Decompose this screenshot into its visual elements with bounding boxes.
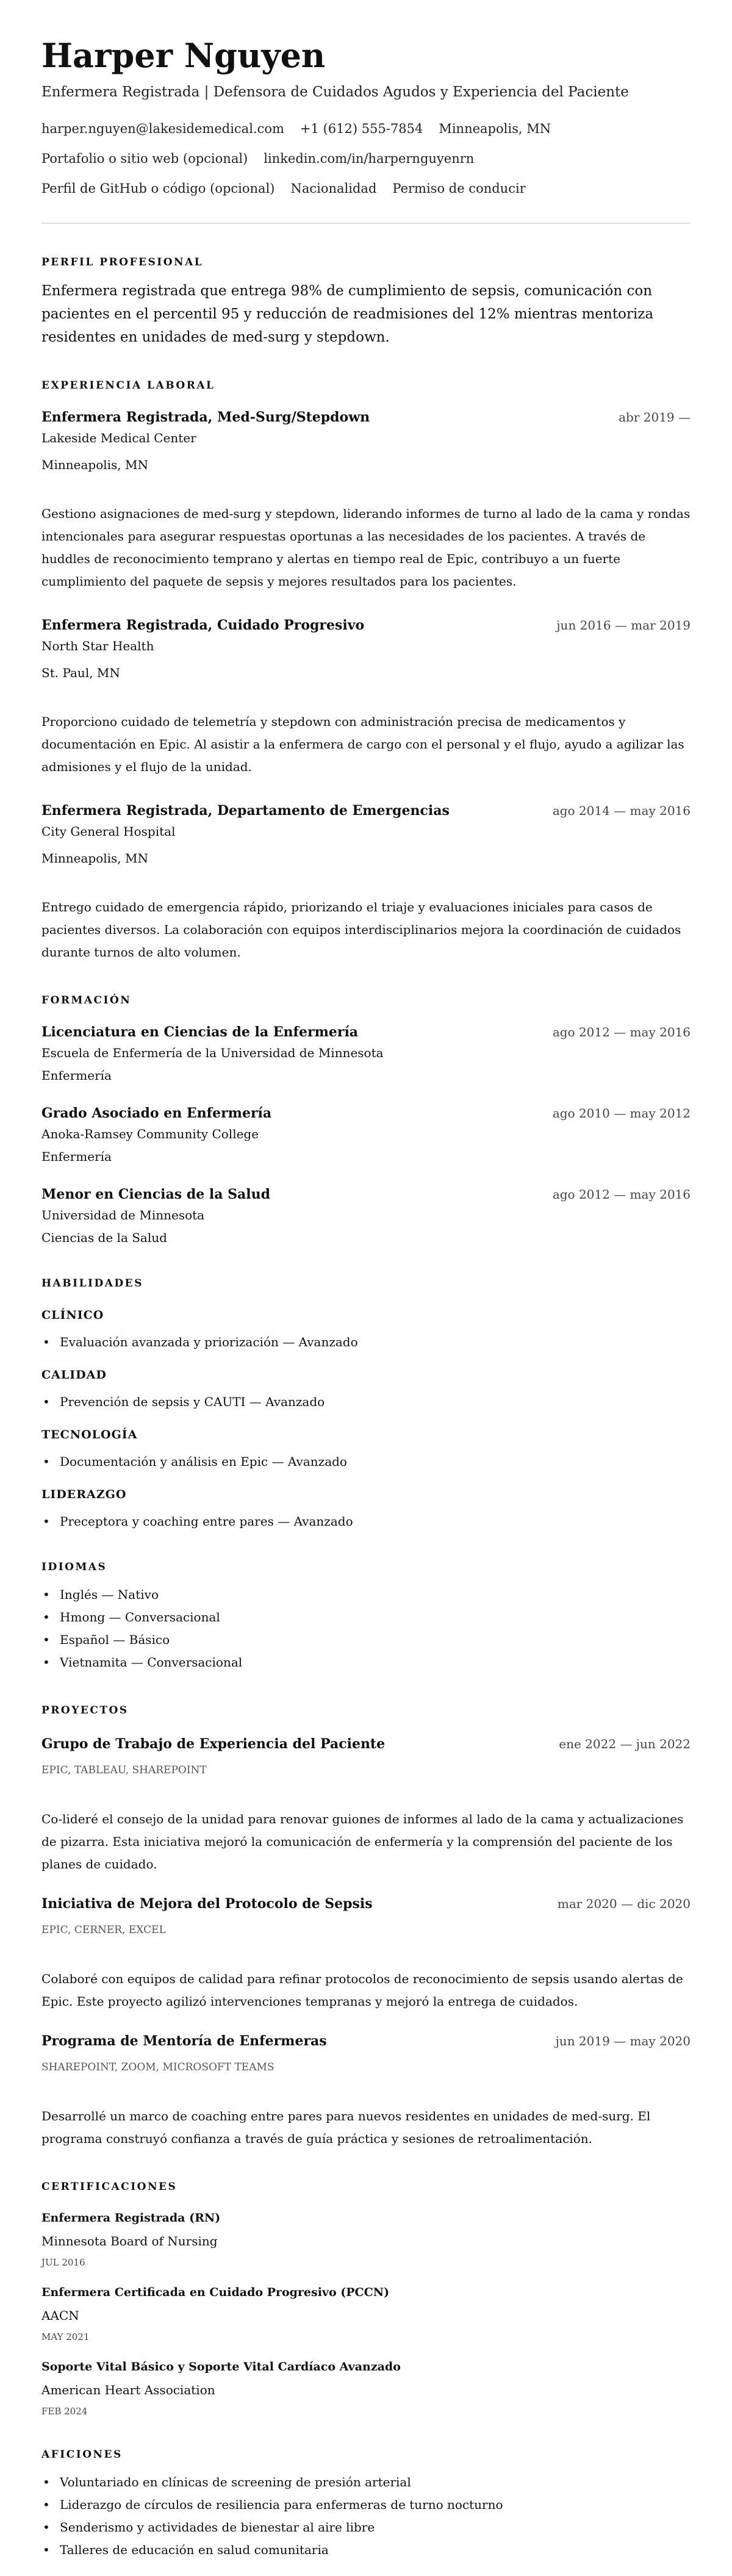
school-name: Escuela de Enfermería de la Universidad de Minnesota [41,1046,384,1060]
hobby-item: • Liderazgo de círculos de resiliencia para enfermeras de turno nocturno [41,2494,691,2516]
job-location: Minneapolis, MN [41,457,148,472]
project-dates: jun 2019 — may 2020 [555,2034,691,2048]
hobby-item: • Senderismo y actividades de bienestar al aire libre [41,2516,691,2539]
job-description: Gestiono asignaciones de med-surg y stepdown, liderando informes de turno al lado de la cama y rondas intencionales para asegurar respuestas oportunas a las necesidades de los pacientes. A través de huddles de reconocimiento temprano y alertas en tiempo real de Epic, contribuyo a un fuerte cumplimiento del paquete de sepsis y mejores resultados para los pacientes. [41,506,691,589]
section-title-hobbies: AFICIONES [41,2449,123,2461]
skill-items [41,1333,691,1351]
project-title: Programa de Mentoría de Enfermeras [41,2033,327,2049]
skill-category: LIDERAZGO [41,1488,127,1501]
project-description: Co-lideré el consejo de la unidad para renovar guiones de informes al lado de la cama y actualizaciones de pizarra. Esta iniciativa mejoró la comunicación de enfermería y la comprensión del paciente de los planes de cuidado. [41,1812,684,1871]
job-description: Proporciono cuidado de telemetría y stepdown con administración precisa de medicamentos y documentación en Epic. Al asistir a la enfermera de cargo con el personal y el flujo, ayudo a agilizar las admisiones y el flujo de la unidad. [41,714,684,774]
skill-items [41,1393,691,1411]
education-entry [41,1022,691,1085]
job-title: Enfermera Registrada, Cuidado Progresivo [41,617,365,633]
company-name: Lakeside Medical Center [41,431,196,445]
skill-category: CALIDAD [41,1368,107,1382]
education-dates: ago 2010 — may 2012 [552,1106,691,1121]
skill-category: CLÍNICO [41,1308,104,1322]
contact-row [41,149,691,168]
job-dates: jun 2016 — mar 2019 [556,618,691,633]
project-title: Grupo de Trabajo de Experiencia del Paciente [41,1736,386,1752]
entry-header [41,800,691,821]
contact-item[interactable]: harper.nguyen@lakesidemedical.com [41,121,284,136]
project-tech: EPIC, CERNER, EXCEL [41,1924,166,1936]
skill-items [41,1512,691,1530]
entry-header [41,615,691,636]
contact-item: Portafolio o sitio web (opcional) [41,151,248,166]
contact-item: Permiso de conducir [392,181,526,196]
certification-name: Enfermera Registrada (RN) [41,2211,221,2225]
certification-date: JUL 2016 [41,2257,85,2268]
certifications-list [41,2209,691,2418]
skill-item: • Preceptora y coaching entre pares — Avanzado [41,1512,691,1530]
project-tech: EPIC, TABLEAU, SHAREPOINT [41,1764,207,1776]
company-name: City General Hospital [41,824,176,839]
section-title-projects: PROYECTOS [41,1704,129,1717]
summary-text: Enfermera registrada que entrega 98% de cumplimiento de sepsis, comunicación con pacientes en el percentil 95 y reducción de readmisiones del 12% mientras mentoriza residentes en unidades de med-surg y stepdown. [41,283,654,345]
certification-entry [41,2358,691,2418]
language-item: • Vietnamita — Conversacional [41,1651,691,1674]
project-dates: ene 2022 — jun 2022 [559,1737,691,1751]
certification-date: FEB 2024 [41,2406,88,2417]
project-entry [41,1893,691,2013]
skill-category: TECNOLOGÍA [41,1428,138,1441]
school-name: Anoka-Ramsey Community College [41,1127,259,1141]
experience-entry [41,407,691,593]
experience-list [41,407,691,964]
project-title: Iniciativa de Mejora del Protocolo de Sepsis [41,1896,373,1912]
certification-entry [41,2209,691,2269]
contact-row [41,179,691,198]
project-entry [41,2031,691,2150]
certification-issuer: Minnesota Board of Nursing [41,2234,218,2248]
contact-item: Nacionalidad [290,181,377,196]
education-list [41,1022,691,1247]
header-divider [41,223,691,224]
field-of-study: Ciencias de la Salud [41,1230,167,1245]
entry-header [41,1893,691,1914]
hobbies-list [41,2471,691,2561]
field-of-study: Enfermería [41,1149,112,1164]
education-entry [41,1103,691,1166]
job-location: St. Paul, MN [41,666,120,680]
project-tech: SHAREPOINT, ZOOM, MICROSOFT TEAMS [41,2061,274,2073]
degree-title: Licenciatura en Ciencias de la Enfermería [41,1024,359,1040]
section-title-certifications: CERTIFICACIONES [41,2181,178,2193]
skill-item: • Evaluación avanzada y priorización — Avanzado [41,1333,691,1351]
projects-list [41,1734,691,2150]
project-entry [41,1734,691,1876]
job-dates: ago 2014 — may 2016 [552,803,691,818]
contact-item[interactable]: +1 (612) 555-7854 [300,121,423,136]
hobby-item: • Voluntariado en clínicas de screening de presión arterial [41,2471,691,2494]
contact-item: Perfil de GitHub o código (opcional) [41,181,275,196]
project-dates: mar 2020 — dic 2020 [557,1896,691,1911]
headline: Enfermera Registrada | Defensora de Cuidados Agudos y Experiencia del Paciente [41,84,629,100]
project-description: Desarrollé un marco de coaching entre pares para nuevos residentes en unidades de med-surg. El programa construyó confianza a través de guía práctica y sesiones de retroalimentación. [41,2109,651,2146]
experience-entry [41,800,691,964]
languages-list [41,1584,691,1674]
contact-info [41,120,691,198]
certification-date: MAY 2021 [41,2331,90,2342]
skill-item: • Documentación y análisis en Epic — Avanzado [41,1452,691,1471]
contact-row [41,120,691,138]
job-description: Entrego cuidado de emergencia rápido, priorizando el triaje y evaluaciones iniciales para casos de pacientes diversos. La colaboración con equipos interdisciplinarios mejora la coordinación de cuidados durante turnos de alto volumen. [41,900,681,960]
language-item: • Hmong — Conversacional [41,1606,691,1629]
language-item: • Español — Básico [41,1629,691,1651]
certification-issuer: AACN [41,2308,79,2323]
skill-item: • Prevención de sepsis y CAUTI — Avanzado [41,1393,691,1411]
entry-header [41,407,691,428]
section-title-experience: EXPERIENCIA LABORAL [41,379,215,392]
entry-header [41,1022,691,1042]
certification-entry [41,2284,691,2344]
field-of-study: Enfermería [41,1068,112,1083]
entry-header [41,1184,691,1205]
company-name: North Star Health [41,639,154,653]
contact-item[interactable]: linkedin.com/in/harpernguyenrn [264,151,475,166]
degree-title: Grado Asociado en Enfermería [41,1105,272,1121]
entry-header [41,1103,691,1124]
job-location: Minneapolis, MN [41,851,148,866]
section-title-languages: IDIOMAS [41,1561,107,1573]
skill-items [41,1452,691,1471]
job-title: Enfermera Registrada, Med-Surg/Stepdown [41,409,370,425]
job-title: Enfermera Registrada, Departamento de Emergencias [41,803,450,819]
job-dates: abr 2019 — [619,410,691,425]
skills-list [41,1307,691,1530]
contact-item: Minneapolis, MN [439,121,551,136]
project-description: Colaboré con equipos de calidad para refinar protocolos de reconocimiento de sepsis usando alertas de Epic. Este proyecto agilizó intervenciones tempranas y mejoró la entrega de cuidados. [41,1971,683,2009]
education-entry [41,1184,691,1247]
certification-issuer: American Heart Association [41,2383,215,2397]
certification-name: Enfermera Certificada en Cuidado Progresivo (PCCN) [41,2286,390,2299]
entry-header [41,1734,691,1754]
degree-title: Menor en Ciencias de la Salud [41,1186,271,1202]
candidate-name: Harper Nguyen [41,36,326,75]
language-item: • Inglés — Nativo [41,1584,691,1606]
hobby-item: • Talleres de educación en salud comunitaria [41,2539,691,2561]
entry-header [41,2031,691,2051]
experience-entry [41,615,691,778]
education-dates: ago 2012 — may 2016 [552,1187,691,1202]
section-title-education: FORMACIÓN [41,994,132,1006]
school-name: Universidad de Minnesota [41,1208,205,1222]
section-title-skills: HABILIDADES [41,1277,143,1290]
section-title-summary: PERFIL PROFESIONAL [41,256,204,268]
education-dates: ago 2012 — may 2016 [552,1025,691,1039]
certification-name: Soporte Vital Básico y Soporte Vital Cardíaco Avanzado [41,2360,401,2373]
